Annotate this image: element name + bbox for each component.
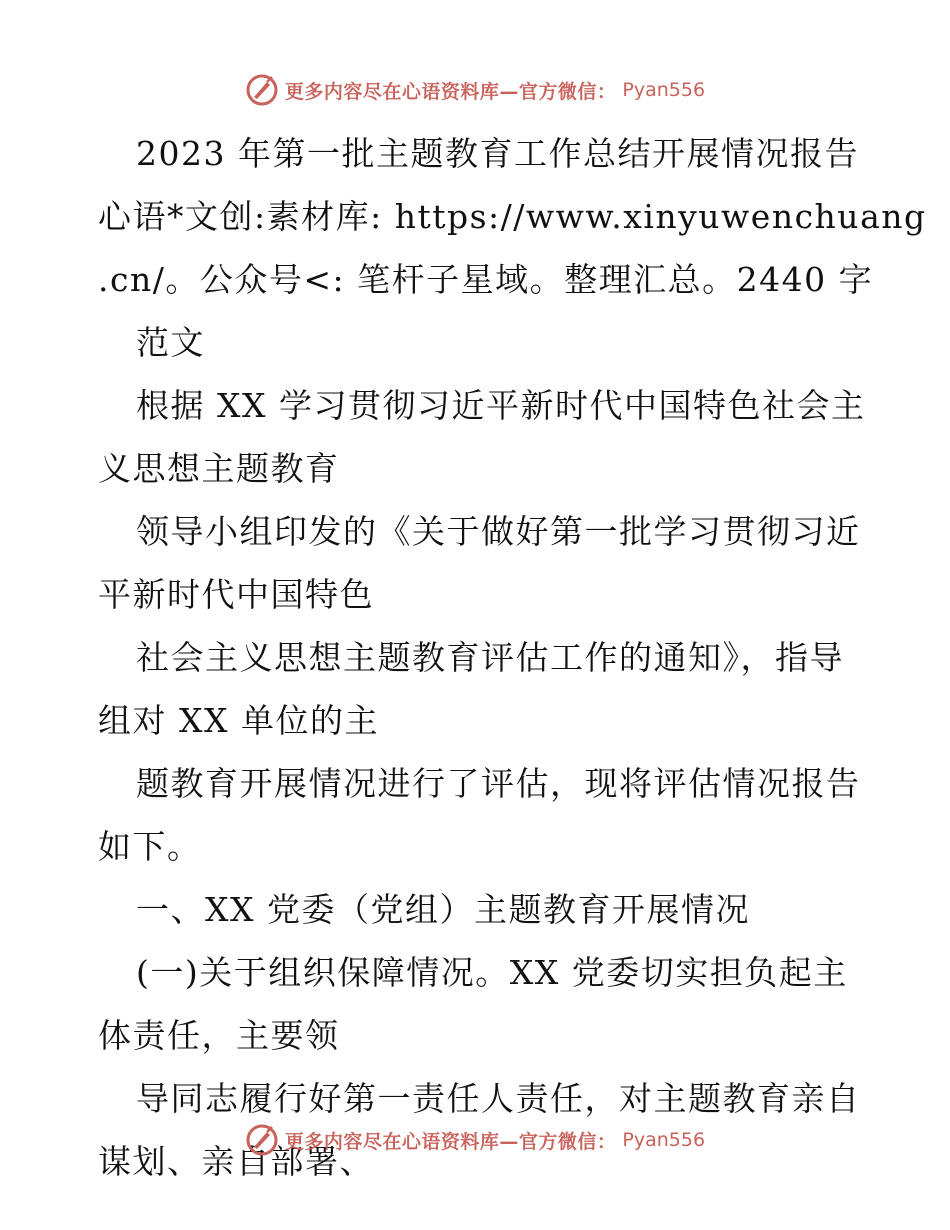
document-body xyxy=(98,122,927,1193)
body-line: 题教育开展情况进行了评估，现将评估情况报告 xyxy=(136,764,861,803)
section-heading: 一、XX 党委（党组）主题教育开展情况 xyxy=(136,890,750,929)
header-banner xyxy=(0,70,950,110)
quill-logo-icon xyxy=(245,1123,279,1157)
body-line: 体责任，主要领 xyxy=(98,1016,340,1055)
body-line: 心语*文创:素材库: https://www.xinyuwenchuang xyxy=(98,197,927,236)
header-banner-contact: Pyan556 xyxy=(622,79,706,101)
header-banner-text: 更多内容尽在心语资料库—官方微信： xyxy=(284,80,617,103)
body-line: 谋划、亲自部署、 xyxy=(98,1142,374,1181)
footer-banner-contact: Pyan556 xyxy=(622,1129,706,1151)
body-line: 导同志履行好第一责任人责任，对主题教育亲自 xyxy=(136,1079,861,1118)
footer-banner-text: 更多内容尽在心语资料库—官方微信： xyxy=(284,1130,617,1153)
body-line: 根据 XX 学习贯彻习近平新时代中国特色社会主 xyxy=(136,386,866,425)
body-line: 社会主义思想主题教育评估工作的通知》，指导 xyxy=(136,638,844,677)
body-line: 义思想主题教育 xyxy=(98,449,340,488)
quill-logo-icon xyxy=(245,73,279,107)
document-title: 2023 年第一批主题教育工作总结开展情况报告 xyxy=(136,134,859,173)
body-line: 范文 xyxy=(136,323,205,362)
body-line: 领导小组印发的《关于做好第一批学习贯彻习近 xyxy=(136,512,861,551)
body-line: .cn/。公众号<: 笔杆子星域。整理汇总。2440 字 xyxy=(98,260,874,299)
body-line: 如下。 xyxy=(98,827,202,866)
footer-banner xyxy=(0,1120,950,1160)
body-line: 组对 XX 单位的主 xyxy=(98,701,379,740)
body-line: 平新时代中国特色 xyxy=(98,575,374,614)
subsection-heading: (一)关于组织保障情况。XX 党委切实担负起主 xyxy=(136,953,848,992)
